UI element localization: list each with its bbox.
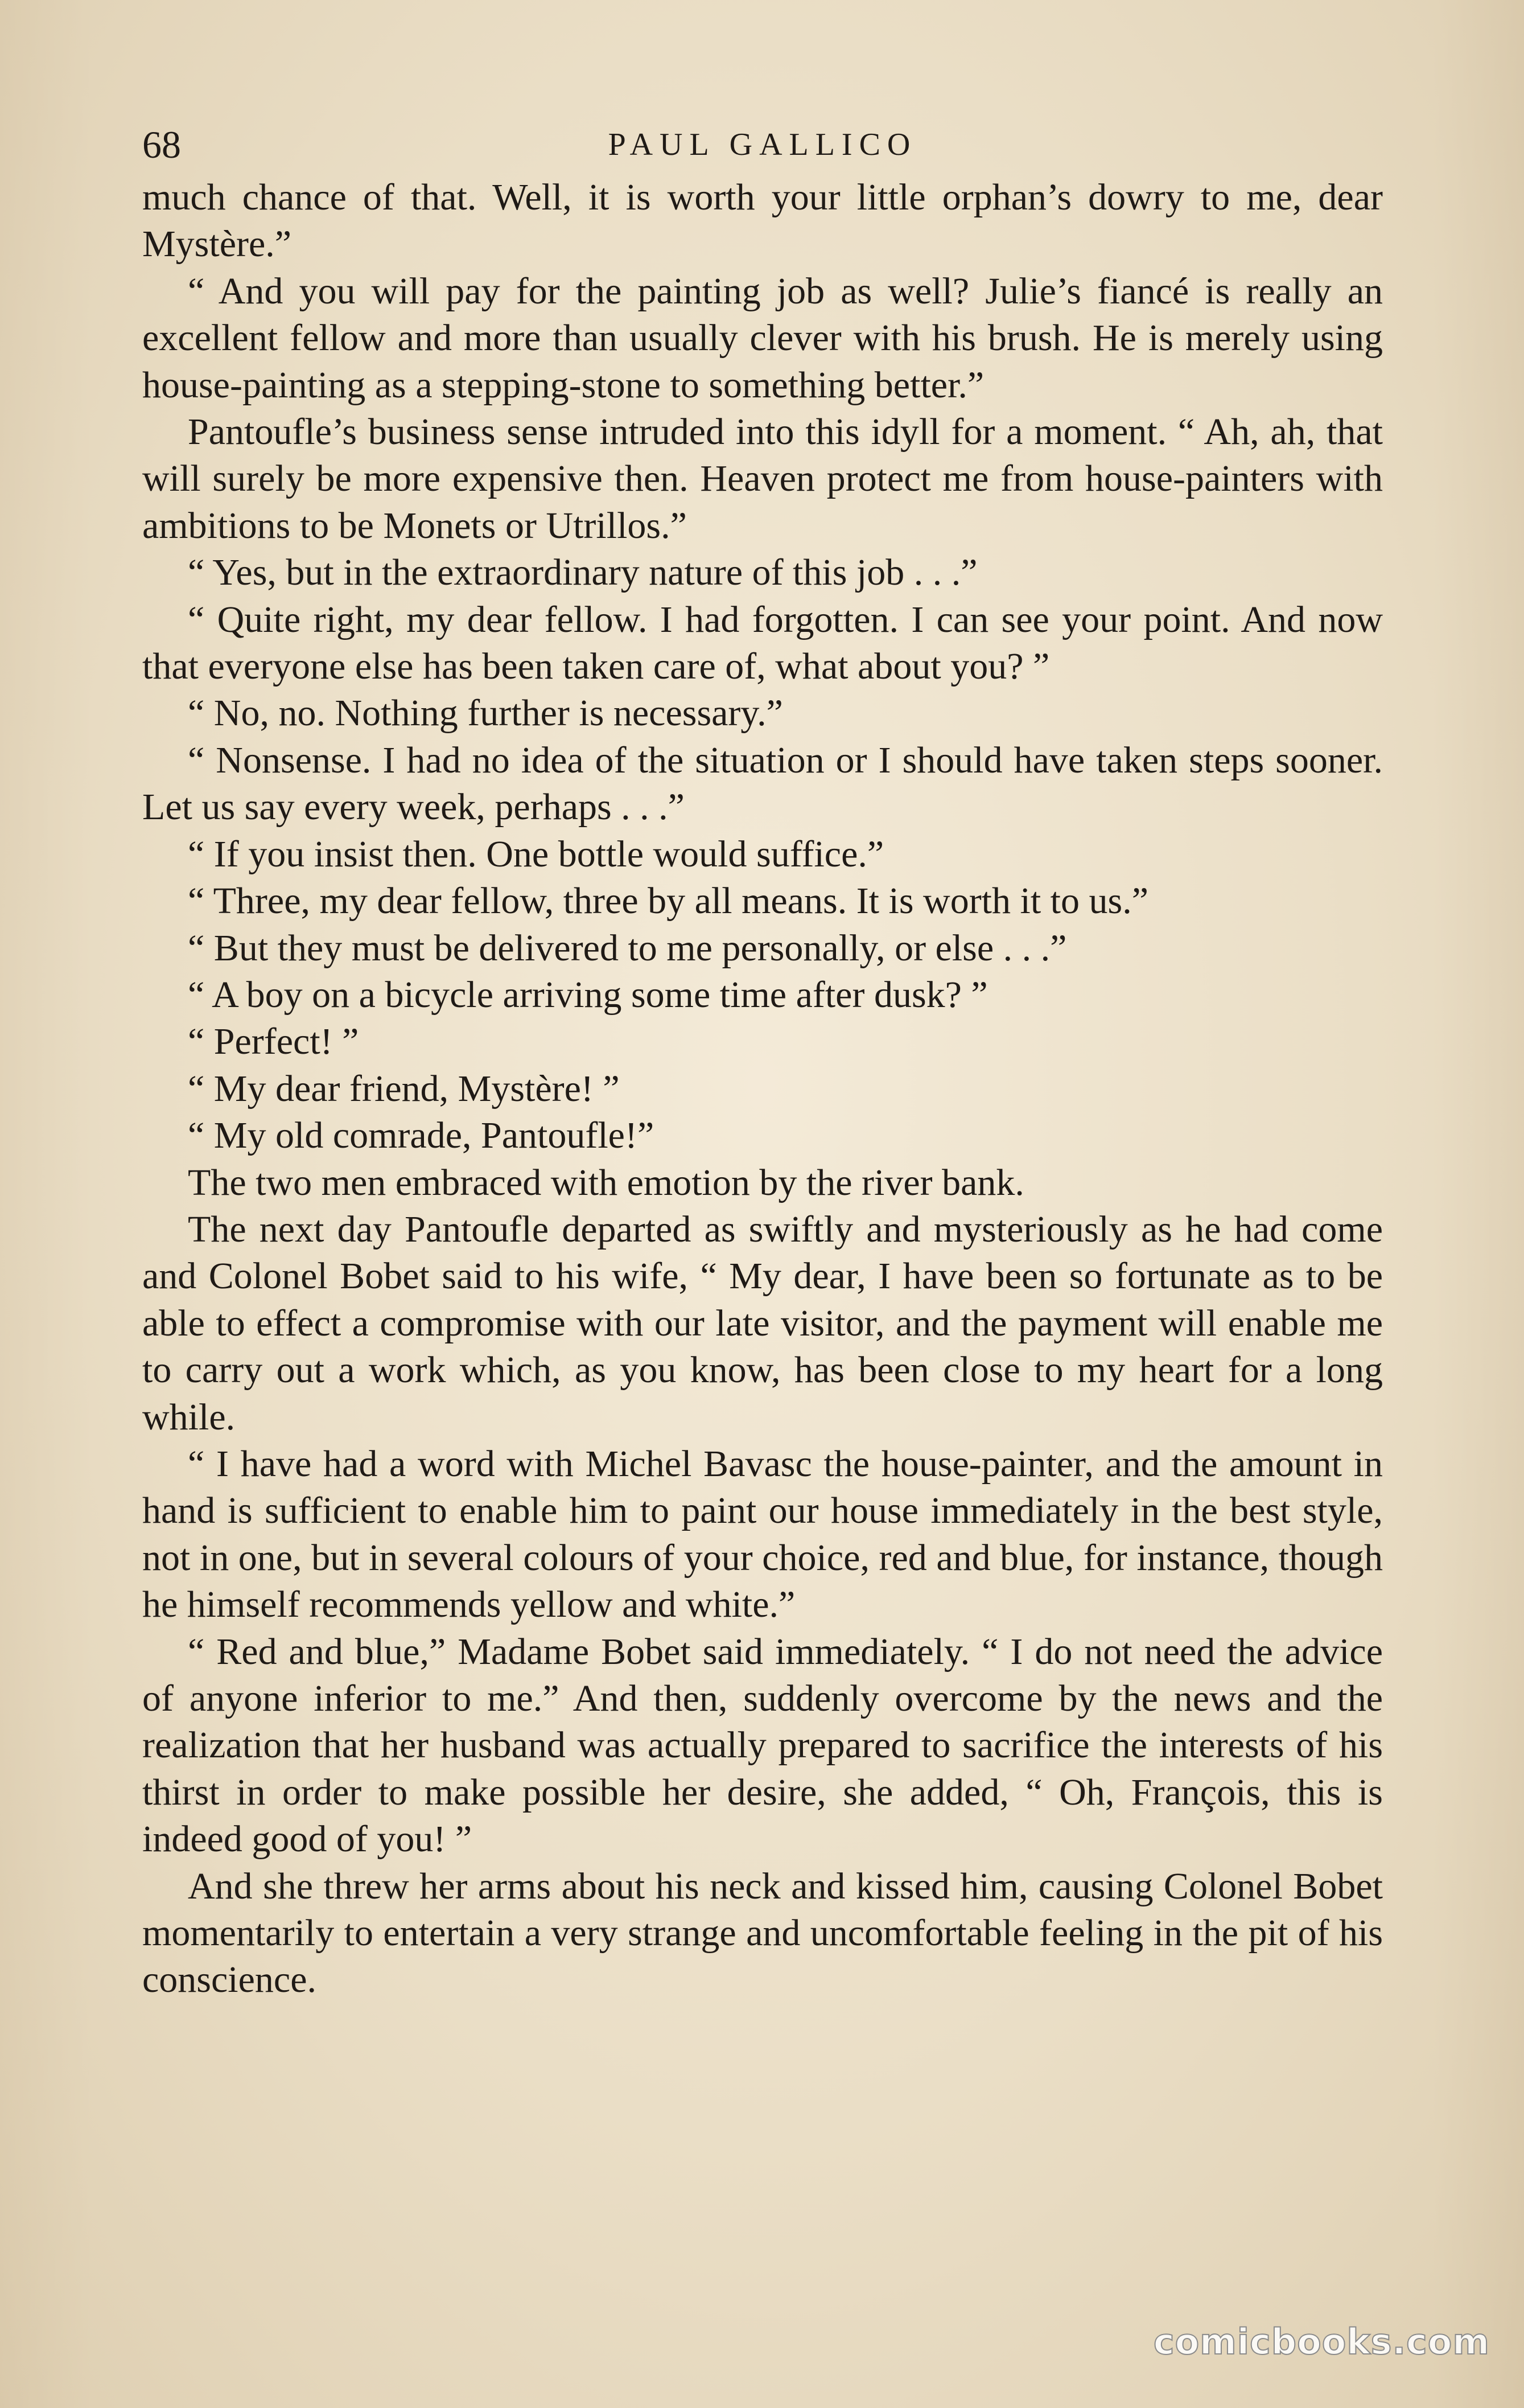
paragraph: “ Nonsense. I had no idea of the situation or I should have taken steps sooner. Let us say every week, perhaps . . .” [142, 739, 1383, 828]
paragraph: “ Perfect! ” [188, 1021, 359, 1063]
paragraph: “ A boy on a bicycle arriving some time after dusk? ” [188, 973, 988, 1016]
page-number: 68 [142, 123, 181, 166]
running-head: PAUL GALLICO [608, 127, 917, 162]
body-text [142, 174, 1383, 2004]
paragraph: “ Quite right, my dear fellow. I had forgotten. I can see your point. And now that everyone else has been taken care of, what about you? ” [142, 598, 1383, 688]
paragraph: “ And you will pay for the painting job as well? Julie’s fiancé is really an excellent fellow and more than usually clever with his brush. He is merely using house-painting as a stepping-stone to something better.” [142, 270, 1383, 406]
paragraph: much chance of that. Well, it is worth your little orphan’s dowry to me, dear Mystère.” [142, 176, 1383, 265]
paragraph: “ But they must be delivered to me personally, or else . . .” [188, 927, 1067, 969]
paragraph: “ Red and blue,” Madame Bobet said immediately. “ I do not need the advice of anyone inferior to me.” And then, suddenly overcome by the news and the realization that her husband was actually prepared to sacrifice the interests of his thirst in order to make possible her desire, she added, “ Oh, François, this is indeed good of you! ” [142, 1630, 1383, 1860]
watermark: comicbooks.com [1153, 2321, 1490, 2362]
paragraph: The two men embraced with emotion by the river bank. [188, 1161, 1024, 1203]
paragraph: “ If you insist then. One bottle would suffice.” [188, 833, 884, 875]
paragraph: “ Three, my dear fellow, three by all means. It is worth it to us.” [188, 880, 1148, 922]
paragraph: “ My old comrade, Pantoufle!” [188, 1115, 654, 1157]
book-page [142, 120, 1383, 2004]
page-header [142, 120, 1383, 170]
paragraph: The next day Pantoufle departed as swiftly and mysteriously as he had come and Colonel Bobet said to his wife, “ My dear, I have been so fortunate as to be able to effect a compromise with our late visitor, and the payment will enable me to carry out a work which, as you know, has been close to my heart for a long while. [142, 1208, 1383, 1438]
paragraph: “ No, no. Nothing further is necessary.” [188, 692, 783, 734]
paragraph: “ I have had a word with Michel Bavasc the house-painter, and the amount in hand is sufficient to enable him to paint our house immediately in the best style, not in one, but in several colours of your choice, red and blue, for instance, though he himself recommends yellow and white.” [142, 1443, 1383, 1626]
paragraph: “ My dear friend, Mystère! ” [188, 1067, 620, 1110]
paragraph: And she threw her arms about his neck and kissed him, causing Colonel Bobet momentarily to entertain a very strange and uncomfortable feeling in the pit of his conscience. [142, 1865, 1383, 2001]
paragraph: Pantoufle’s business sense intruded into this idyll for a moment. “ Ah, ah, that will surely be more expensive then. Heaven protect me from house-painters with ambitions to be Monets or Utrillos.” [142, 411, 1383, 546]
paragraph: “ Yes, but in the extraordinary nature of this job . . .” [188, 552, 978, 594]
